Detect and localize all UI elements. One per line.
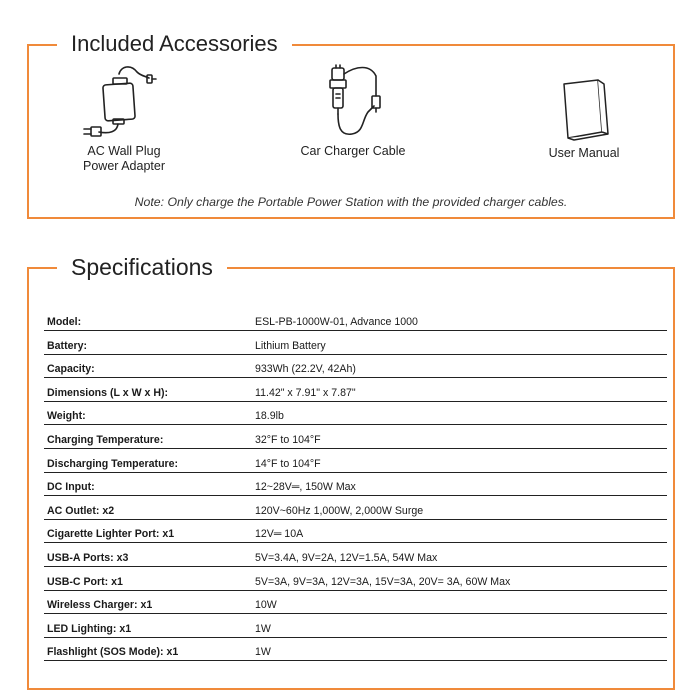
accessory-label: Car Charger Cable <box>300 144 406 158</box>
table-row <box>44 519 667 543</box>
spec-key: Weight: <box>44 401 240 425</box>
table-row <box>44 354 667 378</box>
spec-value: 5V=3.4A, 9V=2A, 12V=1.5A, 54W Max <box>240 543 667 567</box>
included-accessories-section <box>27 31 675 219</box>
table-row <box>44 378 667 402</box>
spec-key: Dimensions (L x W x H): <box>44 378 240 402</box>
ac-adapter-icon <box>79 62 169 140</box>
spec-value: 12~28V═, 150W Max <box>240 472 667 496</box>
spec-value: 14°F to 104°F <box>240 449 667 473</box>
spec-key: Battery: <box>44 331 240 355</box>
accessory-car-charger-cable <box>287 62 419 159</box>
spec-value: 5V=3A, 9V=3A, 12V=3A, 15V=3A, 20V= 3A, 60W Max <box>240 567 667 591</box>
table-row <box>44 472 667 496</box>
spec-value: ESL-PB-1000W-01, Advance 1000 <box>240 307 667 331</box>
spec-value: 12V═ 10A <box>240 519 667 543</box>
table-row <box>44 307 667 331</box>
user-manual-icon <box>554 76 614 142</box>
spec-value: 1W <box>240 614 667 638</box>
spec-key: Flashlight (SOS Mode): x1 <box>44 637 240 661</box>
table-row <box>44 637 667 661</box>
spec-key: Wireless Charger: x1 <box>44 590 240 614</box>
spec-value: 120V~60Hz 1,000W, 2,000W Surge <box>240 496 667 520</box>
car-charger-cable-icon <box>318 62 388 140</box>
specifications-table <box>44 307 667 661</box>
accessory-ac-adapter <box>69 62 179 174</box>
accessory-label: User Manual <box>548 146 620 160</box>
spec-key: LED Lighting: x1 <box>44 614 240 638</box>
spec-value: 1W <box>240 637 667 661</box>
spec-value: 933Wh (22.2V, 42Ah) <box>240 354 667 378</box>
table-row <box>44 496 667 520</box>
table-row <box>44 425 667 449</box>
accessory-label: AC Wall Plug Power Adapter <box>83 144 165 173</box>
spec-key: Model: <box>44 307 240 331</box>
spec-key: AC Outlet: x2 <box>44 496 240 520</box>
table-row <box>44 449 667 473</box>
spec-value: Lithium Battery <box>240 331 667 355</box>
table-row <box>44 401 667 425</box>
table-row <box>44 614 667 638</box>
spec-key: Capacity: <box>44 354 240 378</box>
spec-key: Discharging Temperature: <box>44 449 240 473</box>
spec-value: 18.9lb <box>240 401 667 425</box>
spec-key: Charging Temperature: <box>44 425 240 449</box>
charging-note: Note: Only charge the Portable Power Station with the provided charger cables. <box>134 195 568 209</box>
spec-key: Cigarette Lighter Port: x1 <box>44 519 240 543</box>
accessories-title: Included Accessories <box>57 31 292 57</box>
table-row <box>44 543 667 567</box>
specifications-title: Specifications <box>57 254 227 280</box>
spec-key: USB-C Port: x1 <box>44 567 240 591</box>
spec-value: 10W <box>240 590 667 614</box>
table-row <box>44 590 667 614</box>
specifications-section <box>27 254 675 690</box>
spec-value: 11.42" x 7.91" x 7.87" <box>240 378 667 402</box>
accessory-user-manual <box>529 76 639 161</box>
spec-value: 32°F to 104°F <box>240 425 667 449</box>
table-row <box>44 331 667 355</box>
spec-key: USB-A Ports: x3 <box>44 543 240 567</box>
table-row <box>44 567 667 591</box>
spec-key: DC Input: <box>44 472 240 496</box>
